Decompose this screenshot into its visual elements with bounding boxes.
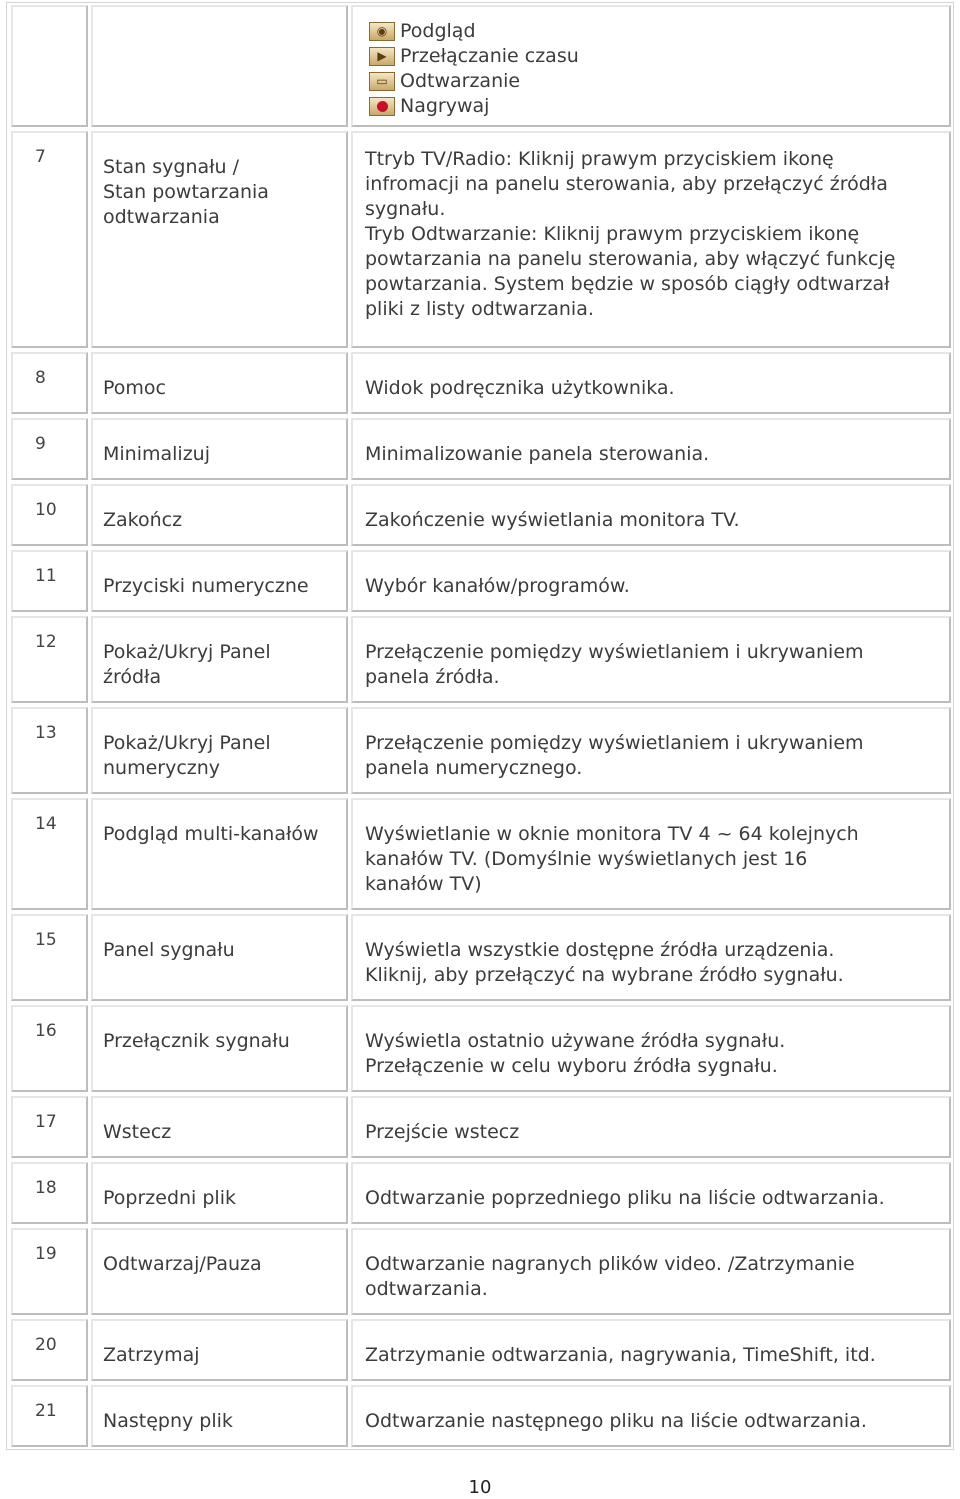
table-row	[7, 129, 953, 350]
function-description-cell	[351, 1162, 951, 1224]
row-number: 15	[35, 930, 57, 950]
function-name-cell	[91, 418, 348, 480]
table-row	[7, 1383, 953, 1449]
function-description-line: Zatrzymanie odtwarzania, nagrywania, TimeShift, itd.	[365, 1344, 876, 1366]
row-number-cell	[11, 616, 88, 703]
function-name-line: Stan sygnału /	[103, 156, 240, 178]
function-description	[365, 822, 943, 897]
function-name-line: Stan powtarzania	[103, 181, 269, 203]
function-name-line: Przyciski numeryczne	[103, 575, 309, 597]
function-description-cell	[351, 352, 951, 414]
table-row	[7, 1317, 953, 1383]
row-number-cell	[11, 707, 88, 794]
function-description-line: Minimalizowanie panela sterowania.	[365, 443, 710, 465]
function-name-cell	[91, 352, 348, 414]
function-name	[103, 442, 340, 467]
function-name	[103, 376, 340, 401]
row-number-cell	[11, 418, 88, 480]
function-description-line: Wyświetla ostatnio używane źródła sygnału.	[365, 1030, 786, 1052]
mode-legend	[369, 19, 579, 119]
function-table	[6, 2, 954, 1450]
function-description-cell	[351, 1005, 951, 1092]
function-description-line: Przełączenie pomiędzy wyświetlaniem i ukrywaniem	[365, 641, 864, 663]
function-description-line: Odtwarzanie poprzedniego pliku na liście odtwarzania.	[365, 1187, 885, 1209]
function-name	[103, 574, 340, 599]
function-name	[103, 155, 340, 230]
legend-cell	[351, 5, 951, 127]
function-description-cell	[351, 914, 951, 1001]
function-description-line: Wyświetla wszystkie dostępne źródła urządzenia.	[365, 939, 835, 961]
function-description-line: kanałów TV. (Domyślnie wyświetlanych jest 16	[365, 848, 808, 870]
row-number: 20	[35, 1335, 57, 1355]
function-description	[365, 508, 943, 533]
legend-num-cell	[11, 5, 88, 127]
function-name	[103, 938, 340, 963]
function-name-line: Przełącznik sygnału	[103, 1030, 290, 1052]
row-number-cell	[11, 798, 88, 910]
row-number: 19	[35, 1244, 57, 1264]
row-number-cell	[11, 1096, 88, 1158]
row-number: 7	[35, 147, 46, 167]
function-name-cell	[91, 707, 348, 794]
function-description	[365, 1343, 943, 1368]
function-name-line: Minimalizuj	[103, 443, 210, 465]
function-description	[365, 1120, 943, 1145]
function-description-cell	[351, 798, 951, 910]
function-name-line: odtwarzania	[103, 206, 220, 228]
function-description	[365, 1186, 943, 1211]
row-number-cell	[11, 1385, 88, 1447]
function-name	[103, 508, 340, 533]
function-name	[103, 1029, 340, 1054]
row-number-cell	[11, 1162, 88, 1224]
row-number: 16	[35, 1021, 57, 1041]
function-name-cell	[91, 131, 348, 348]
table-row	[7, 614, 953, 705]
function-name-line: Zatrzymaj	[103, 1344, 200, 1366]
legend-label: Podgląd	[400, 20, 476, 42]
table-row	[7, 705, 953, 796]
function-description	[365, 1409, 943, 1434]
legend-item-preview	[369, 19, 579, 44]
row-number-cell	[11, 1228, 88, 1315]
function-name-line: Wstecz	[103, 1121, 172, 1143]
function-description-cell	[351, 131, 951, 348]
function-name-line: Zakończ	[103, 509, 183, 531]
table-row	[7, 912, 953, 1003]
function-description-line: Kliknij, aby przełączyć na wybrane źródło sygnału.	[365, 964, 844, 986]
function-description	[365, 376, 943, 401]
record-icon	[369, 97, 395, 116]
function-name-cell	[91, 1005, 348, 1092]
page-number: 10	[468, 1477, 492, 1498]
legend-label: Przełączanie czasu	[400, 45, 579, 67]
function-name-line: Pokaż/Ukryj Panel	[103, 732, 271, 754]
function-description-line: powtarzania. System będzie w sposób ciągły odtwarzał	[365, 273, 890, 295]
function-description-line: panela źródła.	[365, 666, 500, 688]
function-description-cell	[351, 550, 951, 612]
function-name-cell	[91, 1096, 348, 1158]
function-description-cell	[351, 418, 951, 480]
legend-item-playback	[369, 69, 579, 94]
function-description	[365, 1029, 943, 1079]
function-name-cell	[91, 616, 348, 703]
function-description-line: Widok podręcznika użytkownika.	[365, 377, 675, 399]
function-name-line: Pomoc	[103, 377, 166, 399]
row-number: 8	[35, 368, 46, 388]
function-description	[365, 147, 943, 322]
row-number-cell	[11, 914, 88, 1001]
function-name-line: Poprzedni plik	[103, 1187, 236, 1209]
function-description-cell	[351, 1385, 951, 1447]
row-number: 17	[35, 1112, 57, 1132]
row-number-cell	[11, 1319, 88, 1381]
row-number: 9	[35, 434, 46, 454]
function-description	[365, 731, 943, 781]
function-name-cell	[91, 484, 348, 546]
function-description-line: Ttryb TV/Radio: Kliknij prawym przyciskiem ikonę	[365, 148, 834, 170]
legend-label: Odtwarzanie	[400, 70, 521, 92]
function-description-line: odtwarzania.	[365, 1278, 488, 1300]
function-name-cell	[91, 550, 348, 612]
function-description-line: panela numerycznego.	[365, 757, 583, 779]
row-number-cell	[11, 550, 88, 612]
row-number-cell	[11, 131, 88, 348]
row-number-cell	[11, 484, 88, 546]
row-number-cell	[11, 352, 88, 414]
function-name	[103, 1343, 340, 1368]
table-row	[7, 416, 953, 482]
table-row	[7, 1003, 953, 1094]
table-row	[7, 350, 953, 416]
legend-item-record	[369, 94, 579, 119]
function-name	[103, 1120, 340, 1145]
legend-item-timeshift	[369, 44, 579, 69]
function-name	[103, 822, 340, 847]
function-description-line: Odtwarzanie nagranych plików video. /Zatrzymanie	[365, 1253, 855, 1275]
function-description	[365, 1252, 943, 1302]
table-row	[7, 482, 953, 548]
function-description-line: infromacji na panelu sterowania, aby przełączyć źródła	[365, 173, 888, 195]
legend-label: Nagrywaj	[400, 95, 490, 117]
function-description-line: sygnału.	[365, 198, 446, 220]
row-number-cell	[11, 1005, 88, 1092]
function-description-cell	[351, 1228, 951, 1315]
table-row	[7, 1160, 953, 1226]
function-description-line: Zakończenie wyświetlania monitora TV.	[365, 509, 740, 531]
row-number: 14	[35, 814, 57, 834]
function-description-line: pliki z listy odtwarzania.	[365, 298, 594, 320]
table-row	[7, 796, 953, 912]
function-name-cell	[91, 1385, 348, 1447]
function-description-cell	[351, 1096, 951, 1158]
function-description	[365, 574, 943, 599]
row-number: 12	[35, 632, 57, 652]
function-description-cell	[351, 616, 951, 703]
legend-name-cell	[91, 5, 348, 127]
function-description-line: Odtwarzanie następnego pliku na liście odtwarzania.	[365, 1410, 867, 1432]
row-number: 11	[35, 566, 57, 586]
function-description-line: Przełączenie pomiędzy wyświetlaniem i ukrywaniem	[365, 732, 864, 754]
function-name-line: Pokaż/Ukryj Panel	[103, 641, 271, 663]
table-row	[7, 548, 953, 614]
function-description-line: kanałów TV)	[365, 873, 482, 895]
function-description	[365, 938, 943, 988]
function-name	[103, 731, 340, 781]
function-name	[103, 1252, 340, 1277]
function-name-line: źródła	[103, 666, 162, 688]
row-number: 10	[35, 500, 57, 520]
function-description-cell	[351, 484, 951, 546]
legend-row	[7, 3, 953, 129]
function-description-line: Przełączenie w celu wyboru źródła sygnału.	[365, 1055, 778, 1077]
function-description-line: Tryb Odtwarzanie: Kliknij prawym przyciskiem ikonę	[365, 223, 860, 245]
function-description-line: Wyświetlanie w oknie monitora TV 4 ~ 64 kolejnych	[365, 823, 859, 845]
table-row	[7, 1094, 953, 1160]
function-description	[365, 640, 943, 690]
function-name	[103, 640, 340, 690]
function-description	[365, 442, 943, 467]
row-number: 21	[35, 1401, 57, 1421]
function-name-line: numeryczny	[103, 757, 221, 779]
table-rows	[7, 129, 953, 1449]
function-name-cell	[91, 798, 348, 910]
function-name-cell	[91, 1162, 348, 1224]
timeshift-icon: ▶	[369, 47, 395, 66]
function-name	[103, 1409, 340, 1434]
function-name-line: Podgląd multi-kanałów	[103, 823, 319, 845]
function-name-cell	[91, 1319, 348, 1381]
row-number: 18	[35, 1178, 57, 1198]
function-name-cell	[91, 914, 348, 1001]
function-name	[103, 1186, 340, 1211]
function-description-line: powtarzania na panelu sterowania, aby włączyć funkcję	[365, 248, 896, 270]
row-number: 13	[35, 723, 57, 743]
function-name-line: Odtwarzaj/Pauza	[103, 1253, 262, 1275]
eye-icon: ◉	[369, 22, 395, 41]
function-description-line: Przejście wstecz	[365, 1121, 520, 1143]
function-name-cell	[91, 1228, 348, 1315]
function-description-line: Wybór kanałów/programów.	[365, 575, 630, 597]
function-description-cell	[351, 707, 951, 794]
function-name-line: Panel sygnału	[103, 939, 235, 961]
folder-icon: ▭	[369, 72, 395, 91]
function-description-cell	[351, 1319, 951, 1381]
function-name-line: Następny plik	[103, 1410, 233, 1432]
table-row	[7, 1226, 953, 1317]
